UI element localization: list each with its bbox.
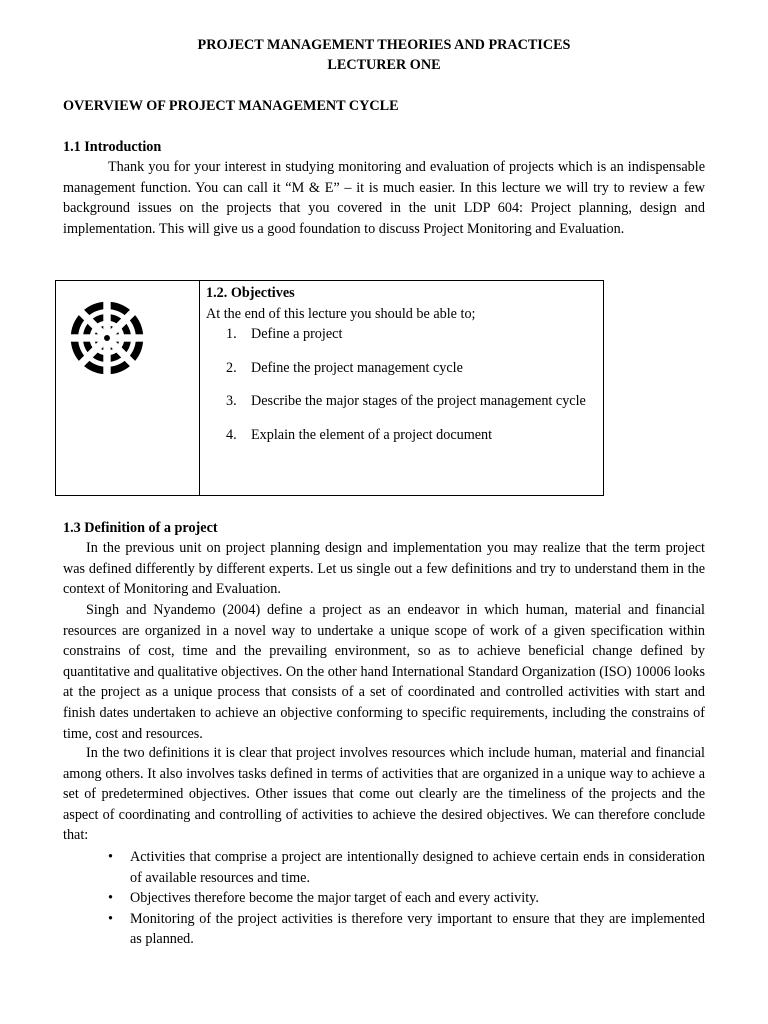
definition-heading: 1.3 Definition of a project: [63, 520, 218, 536]
target-icon: [70, 301, 144, 375]
list-item: • Monitoring of the project activities is therefore very important to ensure that they are implemented as planned.: [63, 909, 705, 950]
overview-heading: OVERVIEW OF PROJECT MANAGEMENT CYCLE: [63, 98, 399, 114]
intro-paragraph: Thank you for your interest in studying monitoring and evaluation of projects which is an indispensable management function. You can call it “M & E” – it is much easier. In this lecture we will try to review a few background issues on the projects that you covered in the unit LDP 604: Project planning, design and implementation. This will give us a good foundation to discuss Project Monitoring and Evaluation.: [63, 159, 705, 237]
list-item: 1. Define a project: [226, 326, 343, 343]
objectives-box: [55, 280, 604, 496]
list-item: • Objectives therefore become the major target of each and every activity.: [63, 888, 705, 909]
list-item: 3. Describe the major stages of the project management cycle: [226, 393, 586, 410]
conclusion-bullets: [63, 847, 705, 950]
intro-heading: 1.1 Introduction: [63, 139, 162, 155]
objectives-content: [206, 283, 598, 446]
objectives-icon-cell: [56, 281, 200, 495]
definition-paragraph-3: In the two definitions it is clear that project involves resources which include human, material and financial among others. It also involves tasks defined in terms of activities that are organized in a unique way to achieve a set of predetermined objectives. Other issues that come out clearly are the timeliness of the projects and the aspect of coordinating and controlling of activities to achieve the desired objectives. We can therefore conclude that:: [63, 745, 705, 844]
objectives-heading: 1.2. Objectives: [206, 285, 295, 301]
definition-paragraph-2: Singh and Nyandemo (2004) define a project as an endeavor in which human, material and financial resources are organized in a novel way to undertake a unique scope of work of a given specification within constrains of cost, time and the prevailing environment, so as to achieve beneficial change defined by quantitative and qualitative objectives. On the other hand International Standard Organization (ISO) 10006 looks at the project as a unique process that consists of a set of coordinated and controlled activities with start and finish dates undertaken to achieve an objective conforming to specific requirements, including the constrains of time, cost and resources.: [63, 602, 705, 742]
list-item: 2. Define the project management cycle: [226, 359, 463, 376]
list-item: • Activities that comprise a project are intentionally designed to achieve certain ends in consideration of available resources and time.: [63, 847, 705, 888]
definition-paragraph-1: In the previous unit on project planning design and implementation you may realize that the term project was defined differently by different experts. Let us single out a few definitions and try to understand them in the context of Monitoring and Evaluation.: [63, 540, 705, 598]
bullet-dot: •: [108, 849, 113, 865]
list-item: 4. Explain the element of a project document: [226, 426, 493, 443]
lecture-label: LECTURER ONE: [327, 57, 441, 73]
document-title: PROJECT MANAGEMENT THEORIES AND PRACTICES: [197, 37, 571, 53]
bullet-dot: •: [108, 890, 113, 907]
bullet-dot: •: [108, 910, 113, 927]
objectives-lead: At the end of this lecture you should be able to;: [206, 305, 476, 322]
objectives-list: [206, 324, 598, 445]
